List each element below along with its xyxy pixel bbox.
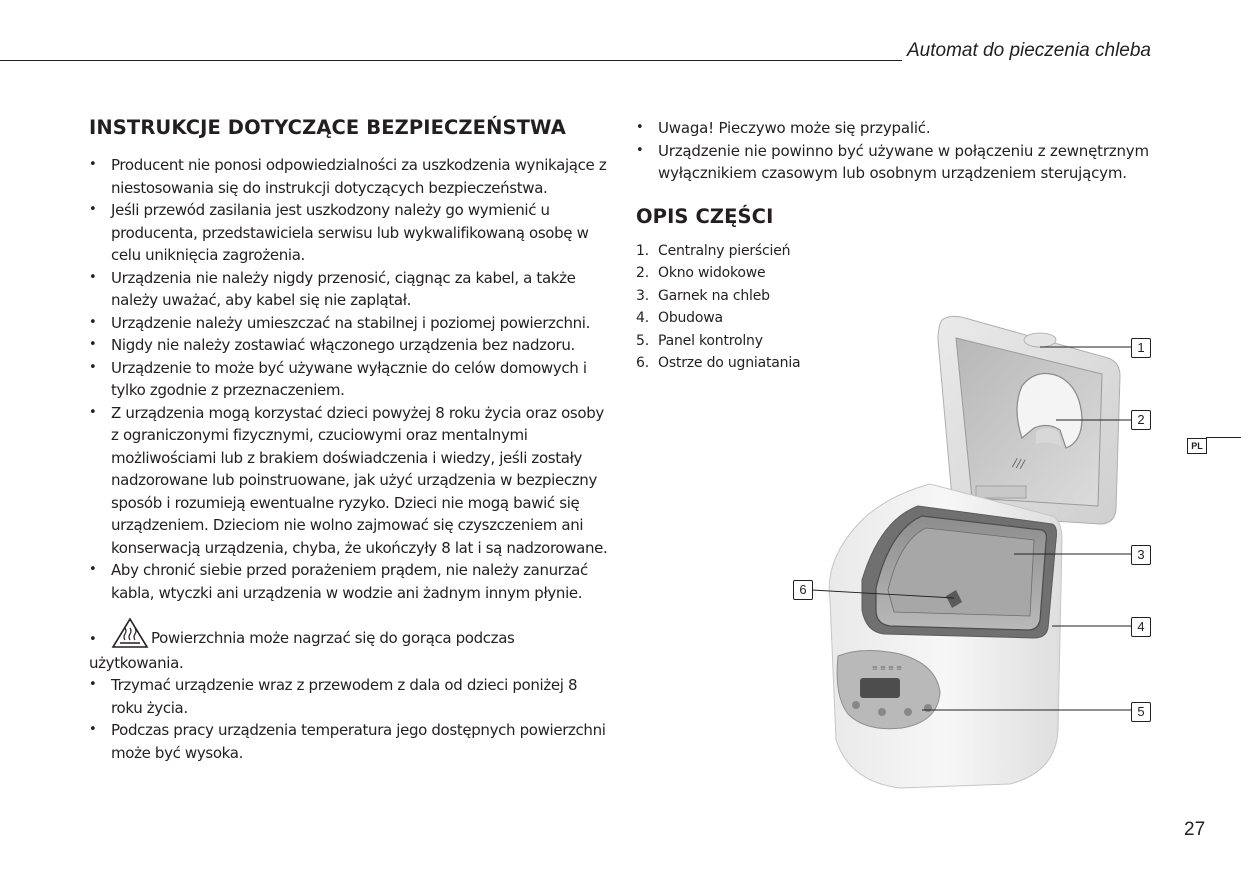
list-item: • Podczas pracy urządzenia temperatura jego dostępnych powierzchni może być wysoka. bbox=[89, 719, 609, 764]
svg-text:///: /// bbox=[1011, 455, 1027, 472]
safety-section bbox=[89, 116, 609, 764]
callout-1: 1 bbox=[1131, 338, 1151, 358]
hot-surface-item bbox=[89, 617, 609, 674]
list-item: • Urządzenie nie powinno być używane w połączeniu z zewnętrznym wyłącznikiem czasowym lub osobnym urządzeniem sterującym. bbox=[636, 140, 1156, 185]
header-title: Automat do pieczenia chleba bbox=[907, 40, 1151, 61]
part-number: 6. bbox=[636, 355, 649, 372]
list-item: • Urządzenie to może być używane wyłącznie do celów domowych i tylko zgodnie z przeznaczeniem. bbox=[89, 357, 609, 402]
callout-2: 2 bbox=[1131, 410, 1151, 430]
list-item: • Nigdy nie należy zostawiać włączonego urządzenia bez nadzoru. bbox=[89, 334, 609, 357]
warnings-list bbox=[636, 117, 1156, 185]
part-label: Obudowa bbox=[658, 310, 723, 327]
list-item: • Uwaga! Pieczywo może się przypalić. bbox=[636, 117, 1156, 140]
list-item bbox=[636, 240, 1156, 263]
side-tab-rule bbox=[1206, 437, 1241, 438]
list-item: • Aby chronić siebie przed porażeniem prądem, nie należy zanurzać kabla, wtyczki ani urządzenia w wodzie ani żadnym innym płynie. bbox=[89, 559, 609, 604]
page-number: 27 bbox=[1184, 819, 1206, 840]
bullet: • bbox=[89, 632, 97, 647]
part-label: Centralny pierścień bbox=[658, 242, 791, 259]
callout-4: 4 bbox=[1131, 617, 1151, 637]
safety-heading: INSTRUKCJE DOTYCZĄCE BEZPIECZEŃSTWA bbox=[89, 116, 566, 139]
list-item: • Urządzenie należy umieszczać na stabilnej i poziomej powierzchni. bbox=[89, 312, 609, 335]
hot-surface-text: Powierzchnia może nagrzać się do gorąca podczas użytkowania. bbox=[89, 629, 515, 672]
list-item: • Jeśli przewód zasilania jest uszkodzony należy go wymienić u producenta, przedstawiciela serwisu lub wykwalifikowaną osobę w celu uniknięcia zagrożenia. bbox=[89, 199, 609, 267]
list-item: • Urządzenia nie należy nigdy przenosić, ciągnąc za kabel, a także należy uważać, aby kabel się nie zaplątał. bbox=[89, 267, 609, 312]
header-rule bbox=[0, 60, 902, 61]
part-label: Garnek na chleb bbox=[658, 287, 770, 304]
part-number: 5. bbox=[636, 332, 649, 349]
part-number: 3. bbox=[636, 287, 649, 304]
part-number: 2. bbox=[636, 265, 649, 282]
callout-6: 6 bbox=[793, 580, 813, 600]
part-label: Panel kontrolny bbox=[658, 332, 763, 349]
list-item: • Trzymać urządzenie wraz z przewodem z dala od dzieci poniżej 8 roku życia. bbox=[89, 674, 609, 719]
part-number: 1. bbox=[636, 242, 649, 259]
callout-3: 3 bbox=[1131, 545, 1151, 565]
callout-5: 5 bbox=[1131, 702, 1151, 722]
list-item: • Producent nie ponosi odpowiedzialności za uszkodzenia wynikające z niestosowania się do instrukcji dotyczących bezpieczeństwa. bbox=[89, 154, 609, 199]
list-item bbox=[636, 285, 1156, 308]
svg-text:≡ ≡ ≡ ≡: ≡ ≡ ≡ ≡ bbox=[872, 664, 903, 672]
list-item bbox=[636, 262, 1156, 285]
part-label: Okno widokowe bbox=[658, 265, 766, 282]
bread-machine-illustration bbox=[790, 310, 1160, 795]
part-label: Ostrze do ugniatania bbox=[658, 355, 801, 372]
language-tab: PL bbox=[1187, 438, 1207, 454]
parts-heading: OPIS CZĘŚCI bbox=[636, 204, 774, 228]
hot-surface-warning-icon bbox=[111, 617, 149, 649]
safety-list bbox=[89, 154, 609, 764]
part-number: 4. bbox=[636, 310, 649, 327]
list-item: • Z urządzenia mogą korzystać dzieci powyżej 8 roku życia oraz osoby z ograniczonymi fizycznymi, czuciowymi oraz mentalnymi możliwościami lub z brakiem doświadczenia i wiedzy, jeśli zostały nadzorowane lub poinstruowane, jak użyć urządzenia w bezpieczny sposób i rozumieją ewentualne ryzyko. Dzieci nie mogą bawić się urządzeniem. Dzieciom nie wolno zajmować się czyszczeniem ani konserwacją urządzenia, chyba, że ukończyły 8 lat i są nadzorowane. bbox=[89, 402, 609, 560]
